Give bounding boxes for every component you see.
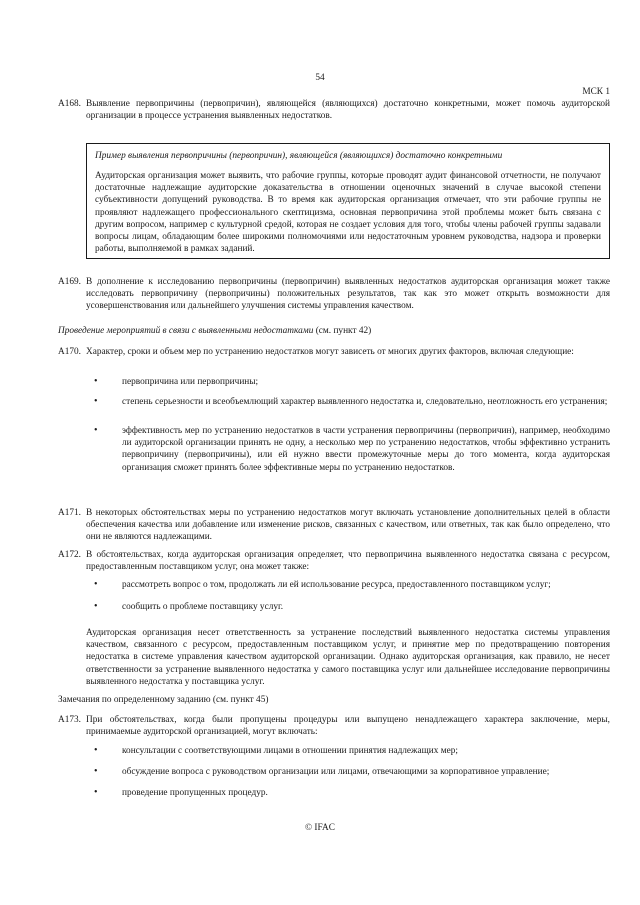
- list-item: [94, 396, 610, 408]
- bullet-icon: •: [94, 766, 98, 777]
- paragraph-a172-closing: Аудиторская организация несет ответственность за устранение последствий выявленного недостатка системы управления качеством, связанного с ресурсом, предоставленным поставщиком услуг, и принятие мер по предотвращению повторения недостатка в системе управления качеством аудиторской организации. Однако аудиторская организация, как правило, не несет ответственности за устранение выявленного недостатка у самого поставщика услуг или дальнейшее исследование первопричины выявленного недостатка у поставщика услуг.: [86, 628, 610, 687]
- bullet-icon: •: [94, 579, 98, 590]
- page-number: 54: [315, 73, 325, 83]
- list-item-text: первопричина или первопричины;: [122, 377, 259, 387]
- list-item-text: эффективность мер по устранению недостатков в части устранения первопричины (первопричин), например, необходимо ли аудиторской организации принять не одну, а несколько мер по устранению недостатков, чтобы эффективно устранить первопричину (первопричины), или ей нужно ввести промежуточные меры до того момента, когда аудиторская организация сможет принять более эффективные меры по устранению недостатков.: [122, 426, 610, 473]
- paragraph-a171: [58, 507, 610, 544]
- paragraph-text: При обстоятельствах, когда были пропущены процедуры или выпущено ненадлежащего характера заключение, меры, принимаемые аудиторской организацией, могут включать:: [86, 715, 610, 738]
- list-item-text: степень серьезности и всеобъемлющий характер выявленного недостатка и, следовательно, неотложность его устранения;: [122, 397, 608, 407]
- list-item: [94, 579, 610, 591]
- bullet-icon: •: [94, 425, 98, 436]
- list-item: [94, 787, 610, 799]
- paragraph-text: В дополнение к исследованию первопричины (первопричин) выявленных недостатков аудиторская организация может также исследовать первопричину (первопричины) положительных результатов, так как это может открыть возможности для усовершенствования или дальнейшего улучшения системы управления качеством.: [86, 277, 610, 312]
- example-box: [86, 143, 610, 259]
- paragraph-text: Характер, сроки и объем мер по устранению недостатков могут зависеть от многих других факторов, включая следующие:: [86, 347, 574, 357]
- list-item: [94, 601, 610, 613]
- list-item: [94, 376, 610, 388]
- list-item-text: проведение пропущенных процедур.: [122, 788, 268, 798]
- bullet-icon: •: [94, 396, 98, 407]
- footer-copyright: © IFAC: [305, 823, 335, 833]
- paragraph-a172: [58, 549, 610, 573]
- example-box-title: Пример выявления первопричины (первопричин), являющейся (являющихся) достаточно конкретными: [95, 151, 503, 161]
- paragraph-number: A172.: [58, 550, 81, 560]
- section-heading-engagement: Замечания по определенному заданию (см. пункт 45): [58, 695, 269, 705]
- paragraph-a169: [58, 276, 610, 313]
- paragraph-number: A173.: [58, 715, 81, 725]
- bullet-icon: •: [94, 787, 98, 798]
- bullet-icon: •: [94, 745, 98, 756]
- list-item: [94, 425, 610, 474]
- bullet-icon: •: [94, 376, 98, 387]
- paragraph-number: A170.: [58, 347, 81, 357]
- list-item-text: рассмотреть вопрос о том, продолжать ли ей использование ресурса, предоставленного поставщиком услуг;: [122, 580, 551, 590]
- list-item: [94, 745, 610, 757]
- paragraph-number: A168.: [58, 99, 81, 109]
- section-heading-remediation: [58, 325, 610, 337]
- paragraph-number: A169.: [58, 277, 81, 287]
- paragraph-a170: [58, 346, 610, 358]
- section-heading-title: Проведение мероприятий в связи с выявленными недостатками: [58, 326, 314, 336]
- bullet-icon: •: [94, 601, 98, 612]
- list-item-text: консультации с соответствующими лицами в отношении принятия надлежащих мер;: [122, 746, 458, 756]
- list-item-text: сообщить о проблеме поставщику услуг.: [122, 602, 284, 612]
- paragraph-a168: [58, 98, 610, 122]
- series-label: МСК 1: [582, 87, 610, 97]
- list-item: [94, 766, 610, 778]
- paragraph-text: В обстоятельствах, когда аудиторская организация определяет, что первопричина выявленного недостатка связана с ресурсом, предоставленным поставщиком услуг, она может также:: [86, 550, 610, 573]
- example-box-text: Аудиторская организация может выявить, что рабочие группы, которые проводят аудит финансовой отчетности, не получают достаточные надлежащие аудиторские доказательства в отношении оценочных значений в случае высокой степени субъективности допущений руководства. В то время как аудиторская организация отмечает, что эти рабочие группы не проявляют надлежащего профессионального скептицизма, основная первопричина этой проблемы может быть связана с другим вопросом, например с культурной средой, которая не создает условия для того, чтобы члены рабочей группы задавали вопросы лицам, обладающим более широкими полномочиями или недостаточным уровнем руководства, надзора и проверки работы, выполняемой в рамках заданий.: [95, 171, 601, 255]
- paragraph-text: Выявление первопричины (первопричин), являющейся (являющихся) достаточно конкретными, может помочь аудиторской организации в процессе устранения выявленных недостатков.: [86, 99, 610, 122]
- paragraph-text: В некоторых обстоятельствах меры по устранению недостатков могут включать установление дополнительных целей в области обеспечения качества или добавление или изменение рисков, связанных с качеством, или ответных, так как было определено, что они не являются надлежащими.: [86, 508, 610, 543]
- paragraph-a173: [58, 714, 610, 738]
- paragraph-number: A171.: [58, 508, 81, 518]
- section-heading-ref: (см. пункт 42): [313, 326, 372, 336]
- list-item-text: обсуждение вопроса с руководством организации или лицами, отвечающими за корпоративное управление;: [122, 767, 550, 777]
